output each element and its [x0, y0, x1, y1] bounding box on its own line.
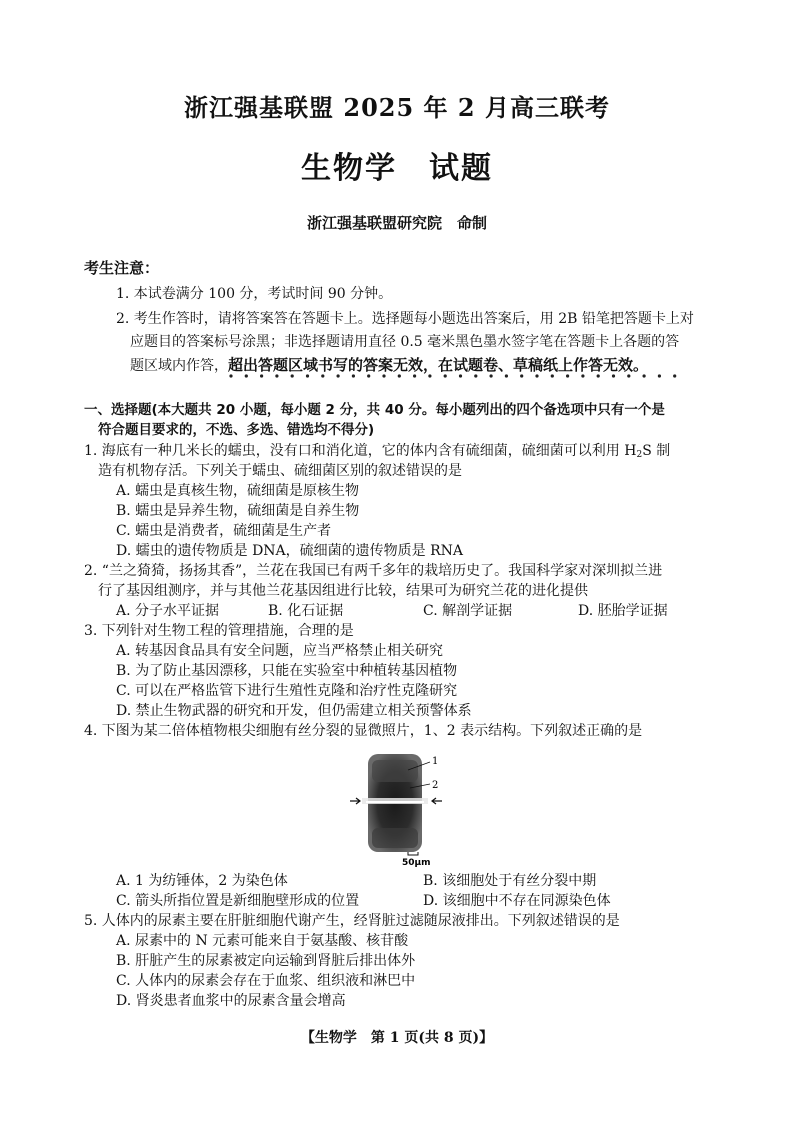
q1-option-c: C. 蠕虫是消费者，硫细菌是生产者 — [116, 523, 332, 539]
exam-title: 浙江强基联盟 2025 年 2 月高三联考 — [184, 93, 610, 122]
q1-stem-line-2: 造有机物存活。下列关于蠕虫、硫细菌区别的叙述错误的是 — [98, 463, 462, 479]
emphasis-dot — [581, 374, 584, 377]
emphasis-dot — [229, 374, 232, 377]
emphasis-dot — [566, 374, 569, 377]
emphasis-dot — [291, 374, 294, 377]
q4-option-d: D. 该细胞中不存在同源染色体 — [423, 893, 611, 909]
q3-stem: 3. 下列针对生物工程的管理措施，合理的是 — [84, 623, 354, 639]
cell-plate-line — [366, 801, 424, 803]
scale-label: 50μm — [402, 858, 431, 868]
left-arrow-icon — [350, 798, 360, 804]
q4-option-b: B. 该细胞处于有丝分裂中期 — [423, 873, 597, 889]
q5-option-c: C. 人体内的尿素会存在于血浆、组织液和淋巴中 — [116, 973, 416, 989]
emphasis-dot — [535, 374, 538, 377]
q2-option-a: A. 分子水平证据 — [116, 603, 220, 619]
q5-option-d: D. 肾炎患者血浆中的尿素含量会增高 — [116, 993, 346, 1009]
q1-subscript: 2 — [636, 450, 643, 460]
emphasis-dot — [627, 374, 630, 377]
figure-label-1: 1 — [432, 756, 439, 767]
author-line: 浙江强基联盟研究院 命制 — [306, 214, 487, 232]
cell-top-region — [372, 760, 418, 782]
q3-option-c: C. 可以在严格监管下进行生殖性克隆和治疗性克隆研究 — [116, 683, 458, 699]
q1-stem-b: S 制 — [642, 443, 671, 459]
q1-option-b: B. 蠕虫是异养生物，硫细菌是自养生物 — [116, 503, 360, 519]
emphasis-dot — [459, 374, 462, 377]
notes-heading: 考生注意： — [84, 259, 160, 277]
emphasis-dots — [228, 373, 678, 379]
q3-option-d: D. 禁止生物武器的研究和开发，但仍需建立相关预警体系 — [116, 703, 472, 719]
right-arrow-icon — [432, 798, 442, 804]
subject-title: 生物学 试题 — [301, 151, 493, 186]
emphasis-dot — [367, 374, 370, 377]
emphasis-dot — [551, 374, 554, 377]
q4-stem: 4. 下图为某二倍体植物根尖细胞有丝分裂的显微照片，1、2 表示结构。下列叙述正确的是 — [84, 723, 643, 739]
emphasis-dot — [658, 374, 661, 377]
note-item-1: 1. 本试卷满分 100 分，考试时间 90 分钟。 — [116, 286, 393, 302]
emphasis-dot — [413, 374, 416, 377]
q2-stem-line-2: 行了基因组测序，并与其他兰花基因组进行比较，结果可为研究兰花的进化提供 — [98, 583, 588, 599]
emphasis-dot — [643, 374, 646, 377]
q2-option-d: D. 胚胎学证据 — [578, 603, 668, 619]
emphasis-dot — [337, 374, 340, 377]
emphasis-dot — [428, 374, 431, 377]
emphasis-dot — [444, 374, 447, 377]
q3-option-a: A. 转基因食品具有安全问题，应当严格禁止相关研究 — [116, 643, 444, 659]
emphasis-dot — [673, 374, 676, 377]
emphasis-dot — [474, 374, 477, 377]
cell-bottom-region — [372, 828, 418, 848]
section-heading-line-2: 符合题目要求的，不选、多选、错选均不得分) — [98, 422, 375, 438]
emphasis-dot — [490, 374, 493, 377]
q5-stem: 5. 人体内的尿素主要在肝脏细胞代谢产生，经肾脏过滤随尿液排出。下列叙述错误的是 — [84, 913, 620, 929]
emphasis-dot — [505, 374, 508, 377]
figure-label-2: 2 — [432, 780, 439, 791]
emphasis-dot — [352, 374, 355, 377]
q5-option-a: A. 尿素中的 N 元素可能来自于氨基酸、核苷酸 — [116, 933, 409, 949]
emphasis-dot — [321, 374, 324, 377]
emphasis-dot — [612, 374, 615, 377]
emphasis-dot — [398, 374, 401, 377]
page-footer: 【生物学 第 1 页(共 8 页)】 — [300, 1030, 494, 1046]
scale-bar — [408, 852, 418, 855]
q1-stem-a: 1. 海底有一种几米长的蠕虫，没有口和消化道，它的体内含有硫细菌，硫细菌可以利用 H — [84, 443, 637, 459]
emphasis-dot — [245, 374, 248, 377]
note-item-2-line-2: 应题目的答案标号涂黑；非选择题请用直径 0.5 毫米黑色墨水签字笔在答题卡上各题的答 — [130, 334, 680, 350]
micrograph-figure — [346, 748, 446, 868]
q1-option-d: D. 蠕虫的遗传物质是 DNA，硫细菌的遗传物质是 RNA — [116, 543, 464, 559]
emphasis-dot — [260, 374, 263, 377]
q4-option-a: A. 1 为纺锤体，2 为染色体 — [116, 873, 288, 889]
section-heading-line-1: 一、选择题(本大题共 20 小题，每小题 2 分，共 40 分。每小题列出的四个备选项中只有一个是 — [84, 402, 665, 418]
emphasis-dot — [275, 374, 278, 377]
q5-option-b: B. 肝脏产生的尿素被定向运输到肾脏后排出体外 — [116, 953, 416, 969]
emphasis-dot — [520, 374, 523, 377]
note-item-2-line-3-emphasis: 超出答题区域书写的答案无效，在试题卷、草稿纸上作答无效。 — [228, 356, 649, 374]
q2-option-b: B. 化石证据 — [268, 603, 344, 619]
q2-stem-line-1: 2. “兰之猗猗，扬扬其香”，兰花在我国已有两千多年的栽培历史了。我国科学家对深圳拟兰进 — [84, 563, 663, 579]
q3-option-b: B. 为了防止基因漂移，只能在实验室中种植转基因植物 — [116, 663, 458, 679]
q2-option-c: C. 解剖学证据 — [423, 603, 513, 619]
emphasis-dot — [597, 374, 600, 377]
emphasis-dot — [382, 374, 385, 377]
emphasis-dot — [306, 374, 309, 377]
note-item-2-line-1: 2. 考生作答时，请将答案答在答题卡上。选择题每小题选出答案后，用 2B 铅笔把答题卡上对 — [116, 311, 694, 327]
q4-option-c: C. 箭头所指位置是新细胞壁形成的位置 — [116, 893, 360, 909]
note-item-2-line-3-normal: 题区域内作答， — [130, 358, 228, 374]
q1-option-a: A. 蠕虫是真核生物，硫细菌是原核生物 — [116, 483, 360, 499]
